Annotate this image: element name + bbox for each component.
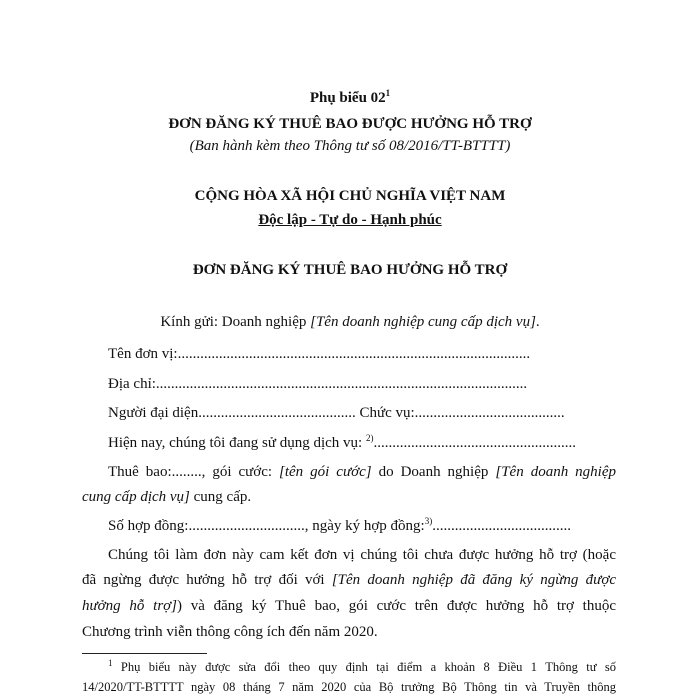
appendix-title: Phụ biểu $02^1$ — [309, 88, 391, 106]
national-name: CỘNG HÒA XÃ HỘI CHỦ NGHĨA VIỆT NAM — [194, 188, 506, 204]
form-header-title: ĐƠN ĐĂNG KÝ THUÊ BAO ĐƯỢC HƯỞNG HỖ TRỢ — [168, 116, 532, 132]
commitment-line-4: Chương trình viễn thông công ích đến năm 2020. — [82, 624, 378, 640]
subscriber-line-2: cung cấp dịch vụ] cung cấp. — [82, 489, 252, 505]
footnote-ref-2[interactable]: 2) — [365, 433, 374, 443]
footnote-line-1: $^1$ Phụ biểu này được sửa đổi theo quy định tại điểm a khoản 8 Điều 1 Thông tư số — [108, 657, 616, 674]
footnote-ref-1[interactable]: 1 — [385, 88, 391, 98]
representative-field[interactable]: Người đại diện.......................................... Chức vụ:........................................ — [108, 405, 565, 421]
national-motto: Độc lập - Tự do - Hạnh phúc — [258, 212, 442, 228]
footnote-ref-3[interactable]: 3) — [424, 516, 433, 526]
addressee-line: Kính gửi: Doanh nghiệp [Tên doanh nghiệp cung cấp dịch vụ]. — [160, 314, 540, 330]
contract-field[interactable]: Số hợp đồng:..............................., ngày ký hợp đồng:$^{3)}$..................................... — [108, 516, 571, 534]
commitment-line-3: hưởng hỗ trợ]) và đăng ký Thuê bao, gói cước trên được hưởng hỗ trợ thuộc — [82, 598, 616, 614]
footnote-line-2: 14/2020/TT-BTTTT ngày 08 tháng 7 năm 2020 của Bộ trưởng Bộ Thông tin và Truyền thông — [82, 680, 616, 694]
commitment-line-1: Chúng tôi làm đơn này cam kết đơn vị chúng tôi chưa được hưởng hỗ trợ (hoặc — [108, 547, 616, 563]
service-field[interactable]: Hiện nay, chúng tôi đang sử dụng dịch vụ: $^{2)}$...................................................... — [108, 433, 576, 451]
issued-by-note: (Ban hành kèm theo Thông tư số 08/2016/TT-BTTTT) — [189, 138, 511, 154]
unit-name-field[interactable]: Tên đơn vị:.............................................................................................. — [108, 346, 531, 362]
address-field[interactable]: Địa chỉ:................................................................................................... — [108, 376, 528, 392]
subscriber-line-1[interactable]: Thuê bao:........, gói cước: [tên gói cước] do Doanh nghiệp [Tên doanh nghiệp — [108, 464, 616, 480]
footnote-divider — [82, 653, 207, 654]
commitment-line-2: đã ngừng được hưởng hỗ trợ đối với [Tên doanh nghiệp đã đăng ký ngừng được — [82, 572, 616, 588]
form-title: ĐƠN ĐĂNG KÝ THUÊ BAO HƯỞNG HỖ TRỢ — [192, 262, 508, 278]
